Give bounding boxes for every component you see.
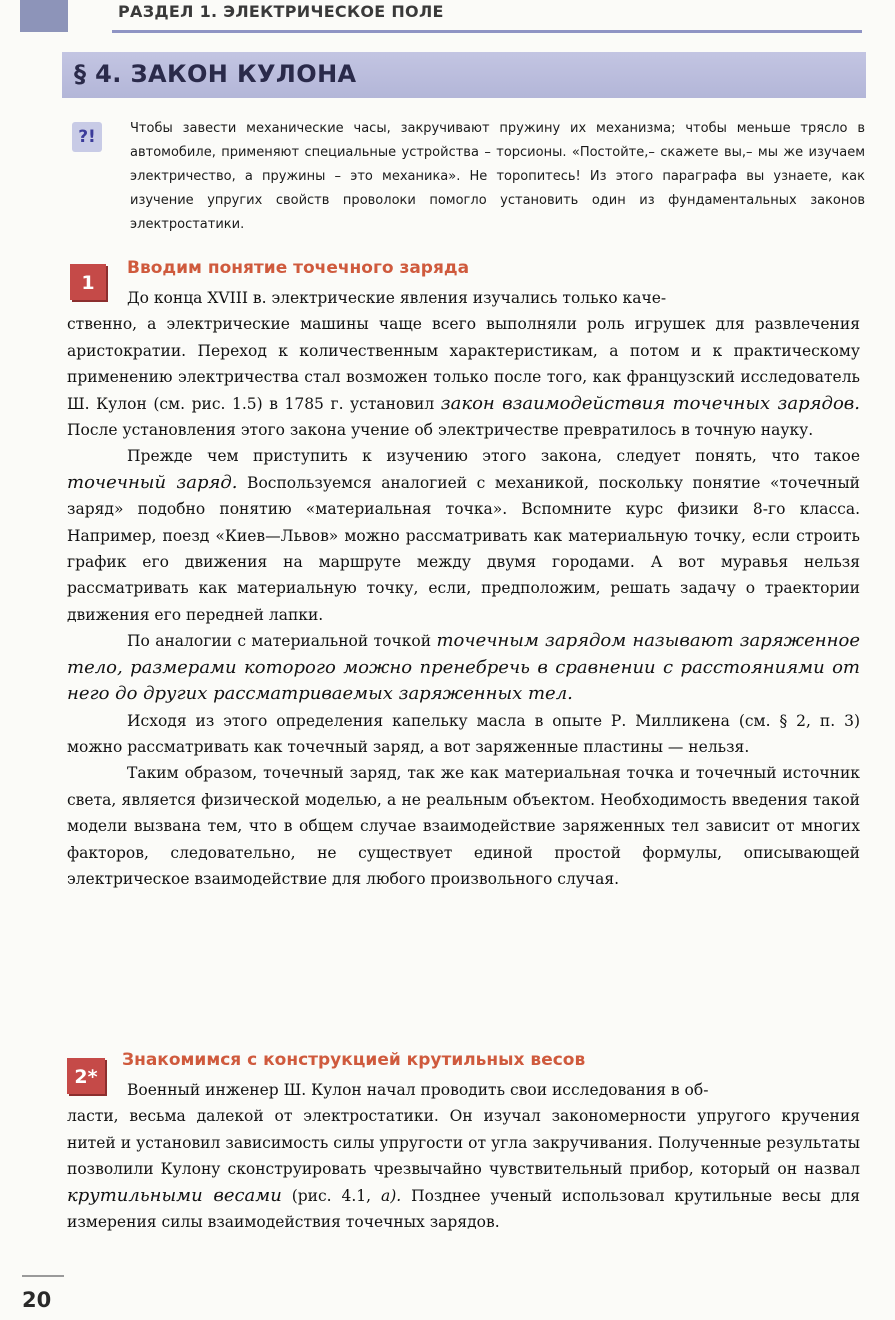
paragraph-text: По аналогии с материальной точкой [127, 632, 437, 651]
paragraph-text: ственно, а электрические машины чаще всего выполняли роль игрушек для развлечения аристократии. Переход к количественным характеристикам, а потом и к практическому применению электричества стал возможен только после того, как французский исследователь Ш. Кулон (см. рис. 1.5) в 1785 г. установил [67, 315, 860, 413]
paragraph: Таким образом, точечный заряд, так же как материальная точка и точечный источник света, является физической моделью, а не реальным объектом. Необходимость введения такой модели вызвана тем, что в общем случае взаимодействие заряженных тел зависит от многих факторов, следовательно, не существует единой простой формулы, описывающей электрическое взаимодействие для любого произвольного случая. [67, 764, 860, 888]
section-header: РАЗДЕЛ 1. ЭЛЕКТРИЧЕСКОЕ ПОЛЕ [118, 2, 444, 21]
paragraph-title-band [62, 52, 866, 98]
section-heading: Знакомимся с конструкцией крутильных весов [122, 1050, 586, 1070]
section-heading: Вводим понятие точечного заряда [127, 258, 470, 278]
section-2-body [67, 1077, 860, 1235]
paragraph [67, 443, 860, 628]
header-divider [112, 30, 862, 33]
paragraph-text: После установления этого закона учение об электричестве превратилось в точную науку. [67, 421, 814, 440]
question-exclamation-icon: ?! [72, 122, 102, 152]
section-1-body [67, 285, 860, 892]
emphasized-term: крутильными весами [67, 1184, 282, 1206]
paragraph-text: Воспользуемся аналогией с механикой, поскольку понятие «точечный заряд» подобно понятию «материальная точка». Вспомните курс физики 8-го класса. Например, поезд «Киев—Львов» можно рассматривать как материальную точку, если строить график его движения на маршруте между двумя городами. А вот муравья нельзя рассматривать как материальную точку, если, предположим, решать задачу о траектории движения его передней лапки. [67, 473, 860, 624]
intro-text: Чтобы завести механические часы, закручивают пружину их механизма; чтобы меньше трясло в автомобиле, применяют специальные устройства – торсионы. «Постойте,– скажете вы,– мы же изучаем электричество, а пружины – это механика». Не торопитесь! Из этого параграфа вы узнаете, как изучение упругих свойств проволоки помогло установить один из фундаментальных законов электростатики. [130, 121, 865, 232]
section-number-badge: 2* [67, 1058, 105, 1094]
definition-text: точечным зарядом называют заряженное тело, размерами которого можно пренебречь в сравнении с расстояниями от него до других рассматриваемых заряженных тел. [67, 630, 860, 705]
paragraph: Исходя из этого определения капельку масла в опыте Р. Милликена (см. § 2, п. 3) можно рассматривать как точечный заряд, а вот заряженные пластины — нельзя. [67, 711, 860, 756]
paragraph [67, 285, 860, 443]
paragraph [67, 1077, 860, 1235]
corner-color-block [20, 0, 68, 32]
paragraph-first-line: Военный инженер Ш. Кулон начал проводить свои исследования в об- [127, 1081, 709, 1099]
paragraph-text: Позднее ученый использовал крутильные весы для измерения силы взаимодействия точечных зарядов. [67, 1186, 860, 1232]
paragraph-title: § 4. ЗАКОН КУЛОНА [74, 60, 357, 88]
page-number: 20 [22, 1288, 52, 1312]
paragraph-text: ласти, весьма далекой от электростатики. Он изучал закономерности упругого кручения нитей и установил зависимость силы упругости от угла закручивания. Полученные результаты позволили Кулону сконструировать чрезвычайно чувствительный прибор, который он назвал [67, 1107, 860, 1179]
paragraph-first-line: До конца XVIII в. электрические явления изучались только каче- [127, 289, 667, 307]
figure-reference: а). [380, 1186, 402, 1205]
emphasized-term: закон взаимодействия точечных зарядов. [440, 392, 860, 414]
section-number-badge: 1 [70, 264, 106, 300]
emphasized-term: точечный заряд. [67, 471, 238, 493]
paragraph-text: Прежде чем приступить к изучению этого закона, следует понять, что такое [127, 447, 860, 466]
paragraph [67, 628, 860, 707]
paragraph-text: (рис. 4.1, [281, 1186, 381, 1205]
page-number-rule [22, 1275, 64, 1277]
